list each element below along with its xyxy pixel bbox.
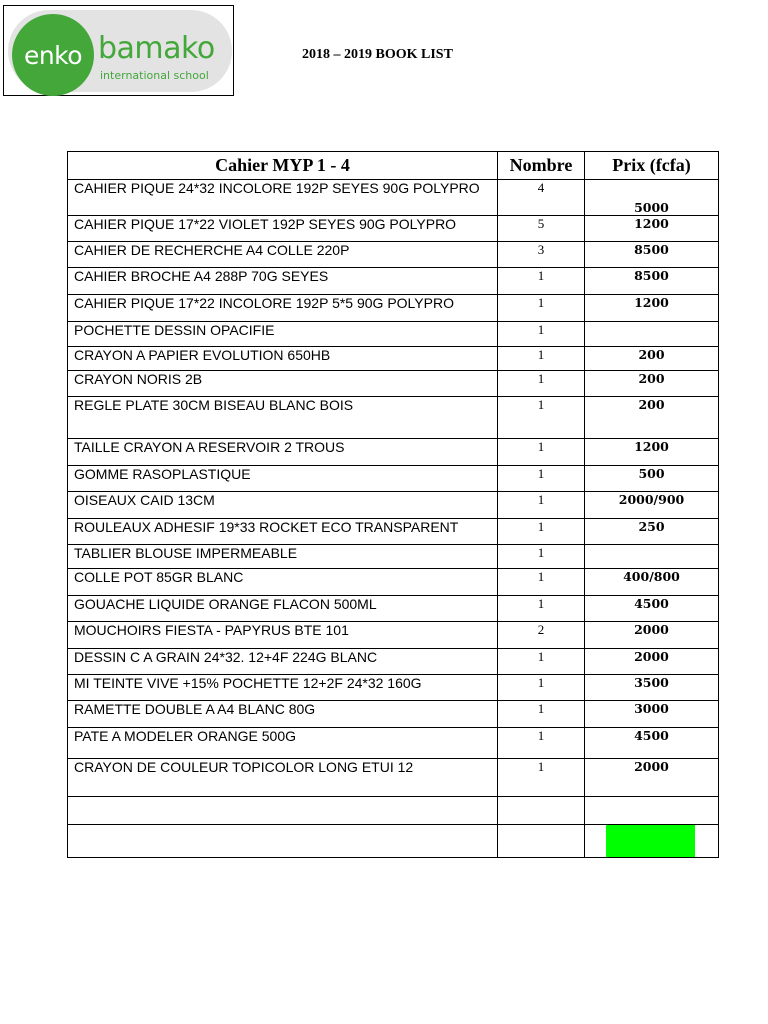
price-cell: 400/800 bbox=[585, 569, 719, 596]
table-row bbox=[68, 242, 719, 268]
empty-cell bbox=[585, 797, 719, 825]
table-row bbox=[68, 649, 719, 675]
table-row bbox=[68, 569, 719, 596]
item-cell: GOMME RASOPLASTIQUE bbox=[68, 466, 498, 492]
price-cell: 500 bbox=[585, 466, 719, 492]
quantity-cell: 1 bbox=[498, 649, 585, 675]
item-cell: CAHIER BROCHE A4 288P 70G SEYES bbox=[68, 268, 498, 295]
price-cell: 2000 bbox=[585, 759, 719, 797]
price-cell: 3500 bbox=[585, 675, 719, 701]
item-cell: MOUCHOIRS FIESTA - PAPYRUS BTE 101 bbox=[68, 622, 498, 649]
empty-cell bbox=[68, 797, 498, 825]
item-cell: RAMETTE DOUBLE A A4 BLANC 80G bbox=[68, 701, 498, 728]
price-cell: 8500 bbox=[585, 268, 719, 295]
table-row bbox=[68, 371, 719, 397]
price-cell: 3000 bbox=[585, 701, 719, 728]
total-price-cell bbox=[585, 825, 719, 858]
header-price: Prix (fcfa) bbox=[585, 152, 719, 180]
item-cell: CAHIER DE RECHERCHE A4 COLLE 220P bbox=[68, 242, 498, 268]
table-row bbox=[68, 596, 719, 622]
logo-wordmark: bamako bbox=[98, 31, 215, 66]
quantity-cell: 1 bbox=[498, 675, 585, 701]
quantity-cell: 1 bbox=[498, 268, 585, 295]
item-cell: CAHIER PIQUE 24*32 INCOLORE 192P SEYES 90G POLYPRO bbox=[68, 180, 498, 216]
quantity-cell: 1 bbox=[498, 466, 585, 492]
quantity-cell: 1 bbox=[498, 728, 585, 759]
table-row bbox=[68, 216, 719, 242]
price-cell: 2000 bbox=[585, 649, 719, 675]
school-logo bbox=[3, 5, 234, 96]
price-cell: 4500 bbox=[585, 728, 719, 759]
item-cell: CRAYON NORIS 2B bbox=[68, 371, 498, 397]
table-row bbox=[68, 295, 719, 322]
empty-cell bbox=[68, 825, 498, 858]
item-cell: TAILLE CRAYON A RESERVOIR 2 TROUS bbox=[68, 439, 498, 466]
table-row bbox=[68, 519, 719, 545]
price-cell: 4500 bbox=[585, 596, 719, 622]
table-row bbox=[68, 397, 719, 439]
quantity-cell: 4 bbox=[498, 180, 585, 216]
header-item: Cahier MYP 1 - 4 bbox=[68, 152, 498, 180]
quantity-cell: 1 bbox=[498, 295, 585, 322]
price-cell: 200 bbox=[585, 397, 719, 439]
item-cell: POCHETTE DESSIN OPACIFIE bbox=[68, 322, 498, 347]
price-cell: 1200 bbox=[585, 295, 719, 322]
price-cell: 2000 bbox=[585, 622, 719, 649]
quantity-cell: 1 bbox=[498, 439, 585, 466]
price-cell: 5000 bbox=[585, 180, 719, 216]
item-cell: OISEAUX CAID 13CM bbox=[68, 492, 498, 519]
item-cell: REGLE PLATE 30CM BISEAU BLANC BOIS bbox=[68, 397, 498, 439]
quantity-cell: 1 bbox=[498, 371, 585, 397]
price-cell: 1200 bbox=[585, 216, 719, 242]
header-quantity: Nombre bbox=[498, 152, 585, 180]
empty-cell bbox=[498, 825, 585, 858]
quantity-cell: 1 bbox=[498, 569, 585, 596]
table-row bbox=[68, 322, 719, 347]
price-cell: 1200 bbox=[585, 439, 719, 466]
table-row bbox=[68, 347, 719, 371]
table-row bbox=[68, 180, 719, 216]
table-row bbox=[68, 268, 719, 295]
item-cell: TABLIER BLOUSE IMPERMEABLE bbox=[68, 545, 498, 569]
quantity-cell: 1 bbox=[498, 759, 585, 797]
table-row bbox=[68, 701, 719, 728]
item-cell: PATE A MODELER ORANGE 500G bbox=[68, 728, 498, 759]
item-cell: CRAYON A PAPIER EVOLUTION 650HB bbox=[68, 347, 498, 371]
table-row bbox=[68, 545, 719, 569]
logo-circle: enko bbox=[12, 14, 94, 96]
table-header-row bbox=[68, 152, 719, 180]
quantity-cell: 1 bbox=[498, 347, 585, 371]
item-cell: ROULEAUX ADHESIF 19*33 ROCKET ECO TRANSPARENT bbox=[68, 519, 498, 545]
table-row bbox=[68, 622, 719, 649]
item-cell: GOUACHE LIQUIDE ORANGE FLACON 500ML bbox=[68, 596, 498, 622]
price-cell bbox=[585, 322, 719, 347]
book-list-table bbox=[67, 151, 719, 858]
item-cell: CAHIER PIQUE 17*22 INCOLORE 192P 5*5 90G POLYPRO bbox=[68, 295, 498, 322]
quantity-cell: 1 bbox=[498, 545, 585, 569]
price-cell: 200 bbox=[585, 347, 719, 371]
quantity-cell: 1 bbox=[498, 701, 585, 728]
table-row bbox=[68, 675, 719, 701]
item-cell: CRAYON DE COULEUR TOPICOLOR LONG ETUI 12 bbox=[68, 759, 498, 797]
price-cell bbox=[585, 545, 719, 569]
quantity-cell: 3 bbox=[498, 242, 585, 268]
empty-cell bbox=[498, 797, 585, 825]
table-row bbox=[68, 728, 719, 759]
table-row bbox=[68, 466, 719, 492]
item-cell: COLLE POT 85GR BLANC bbox=[68, 569, 498, 596]
logo-pill bbox=[8, 10, 232, 92]
quantity-cell: 1 bbox=[498, 397, 585, 439]
item-cell: CAHIER PIQUE 17*22 VIOLET 192P SEYES 90G POLYPRO bbox=[68, 216, 498, 242]
logo-tagline: international school bbox=[100, 69, 209, 82]
table-row bbox=[68, 439, 719, 466]
table-body bbox=[68, 180, 719, 858]
price-cell: 8500 bbox=[585, 242, 719, 268]
page-title: 2018 – 2019 BOOK LIST bbox=[302, 47, 453, 62]
quantity-cell: 2 bbox=[498, 622, 585, 649]
price-cell: 2000/900 bbox=[585, 492, 719, 519]
price-cell: 250 bbox=[585, 519, 719, 545]
quantity-cell: 1 bbox=[498, 322, 585, 347]
quantity-cell: 1 bbox=[498, 492, 585, 519]
quantity-cell: 5 bbox=[498, 216, 585, 242]
table-row bbox=[68, 759, 719, 797]
total-row bbox=[68, 825, 719, 858]
item-cell: DESSIN C A GRAIN 24*32. 12+4F 224G BLANC bbox=[68, 649, 498, 675]
item-cell: MI TEINTE VIVE +15% POCHETTE 12+2F 24*32 160G bbox=[68, 675, 498, 701]
price-cell: 200 bbox=[585, 371, 719, 397]
quantity-cell: 1 bbox=[498, 596, 585, 622]
empty-row bbox=[68, 797, 719, 825]
table-row bbox=[68, 492, 719, 519]
quantity-cell: 1 bbox=[498, 519, 585, 545]
total-highlight bbox=[606, 825, 695, 857]
